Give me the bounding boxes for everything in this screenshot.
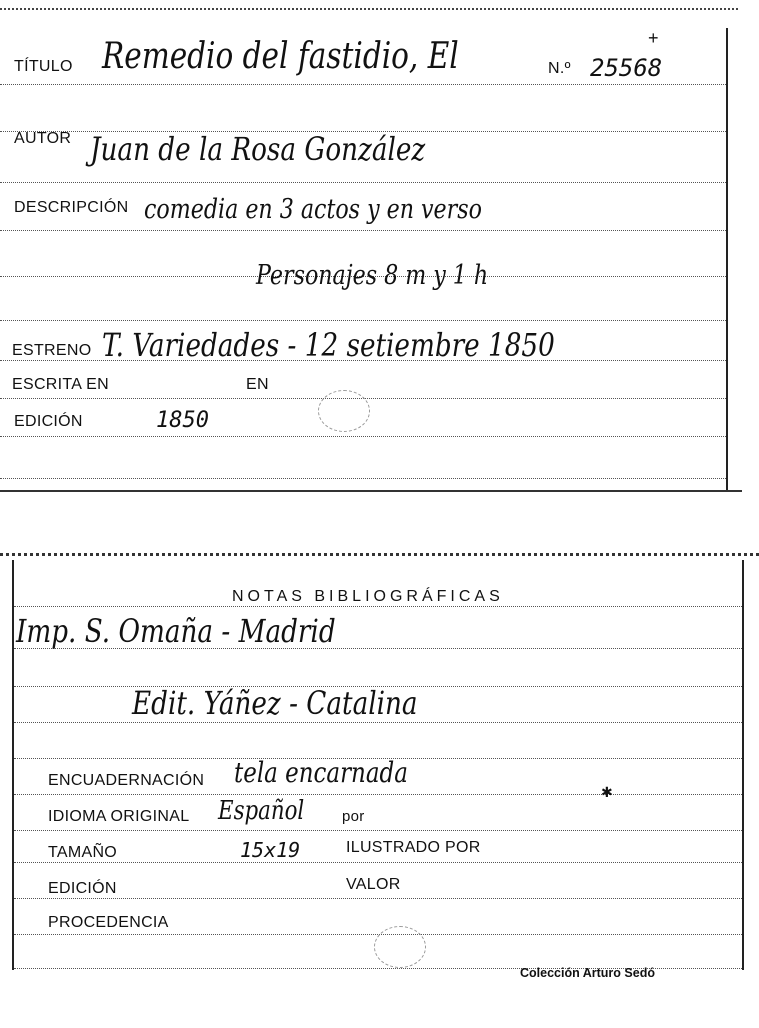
autor-value: Juan de la Rosa González [90, 130, 426, 168]
personajes-value: Personajes 8 m y 1 h [256, 260, 489, 291]
autor-label: AUTOR [14, 130, 72, 147]
notas-heading: NOTAS BIBLIOGRÁFICAS [232, 588, 504, 605]
stamp-mark [318, 390, 370, 432]
card-left-edge [12, 560, 14, 970]
stamp-mark [374, 926, 426, 968]
ruled-line [0, 182, 726, 183]
encuadernacion-value: tela encarnada [234, 756, 408, 789]
ruled-line [14, 830, 742, 831]
coleccion-footer: Colección Arturo Sedó [520, 966, 655, 980]
card-right-edge [742, 560, 744, 970]
edicion-label: EDICIÓN [14, 413, 83, 430]
tamano-label: TAMAÑO [48, 844, 118, 861]
edicion-value: 1850 [156, 408, 209, 433]
ruled-line [0, 436, 726, 437]
ruled-line [14, 794, 742, 795]
ilustrado-label: ILUSTRADO POR [346, 839, 481, 856]
tamano-value: 15x19 [240, 838, 301, 862]
nota-line-1: Imp. S. Omaña - Madrid [16, 612, 336, 650]
en-label: EN [246, 376, 269, 393]
estreno-label: ESTRENO [12, 342, 92, 359]
edicion-label: EDICIÓN [48, 880, 117, 897]
ruled-line [14, 722, 742, 723]
card-divider [0, 490, 742, 492]
idioma-value: Español [218, 796, 305, 826]
top-catalog-card [0, 0, 742, 490]
estreno-value: T. Variedades - 12 setiembre 1850 [102, 326, 555, 364]
ruled-line [0, 84, 726, 85]
ruled-line [0, 230, 726, 231]
card-right-edge [726, 28, 728, 490]
card-top-edge [0, 8, 738, 10]
titulo-value: Remedio del fastidio, El [102, 36, 459, 77]
escrita-en-label: ESCRITA EN [12, 376, 109, 393]
procedencia-label: PROCEDENCIA [48, 914, 169, 931]
ruled-line [0, 320, 726, 321]
ruled-line [14, 862, 742, 863]
por-label: por [342, 808, 365, 825]
ruled-line [14, 898, 742, 899]
numero-label: N.º [548, 60, 571, 77]
asterisk-mark-icon: ✱ [601, 784, 613, 800]
ruled-line [0, 478, 726, 479]
valor-label: VALOR [346, 876, 401, 893]
encuadernacion-label: ENCUADERNACIÓN [48, 772, 205, 789]
idioma-label: IDIOMA ORIGINAL [48, 808, 190, 825]
descripcion-label: DESCRIPCIÓN [14, 199, 129, 216]
plus-mark-icon: + [648, 28, 659, 48]
descripcion-value: comedia en 3 actos y en verso [144, 194, 482, 225]
card-top-edge [0, 553, 759, 556]
titulo-label: TÍTULO [14, 58, 73, 75]
numero-value: 25568 [590, 54, 663, 82]
nota-line-2: Edit. Yáñez - Catalina [132, 684, 418, 722]
ruled-line [14, 606, 742, 607]
